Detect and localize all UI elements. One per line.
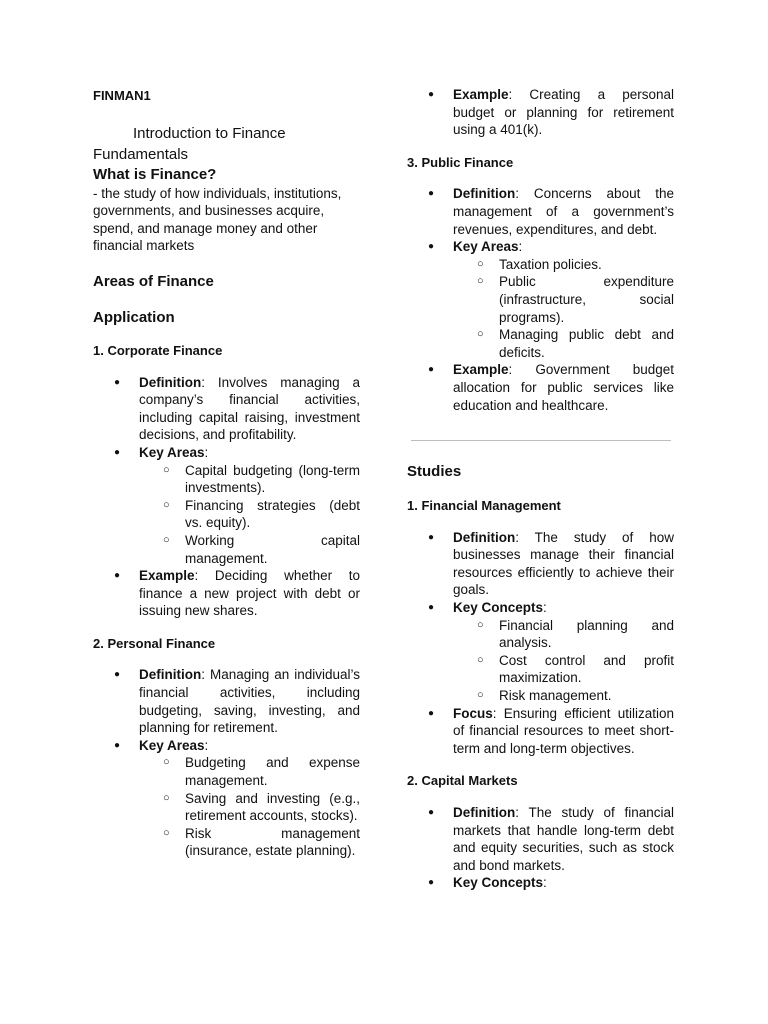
list-item: ○ Saving and investing (e.g., retirement accounts, stocks). xyxy=(93,790,360,825)
list-item: ○ Working capital management. xyxy=(93,532,360,567)
list-item: ● Key Areas: ○ Budgeting and expense management. ○ Saving and investing (e.g., retirement accounts, stocks). ○ Risk management (insurance, estate planning). xyxy=(93,737,360,860)
document-title: Introduction to Finance Fundamentals xyxy=(93,124,286,163)
list-item: ○ Cost control and profit maximization. xyxy=(407,652,674,687)
list-item: ● Example: Government budget allocation for public services like education and healthcare. xyxy=(407,361,674,414)
areas-of-finance-heading: Areas of Finance xyxy=(93,272,214,290)
application-heading: Application xyxy=(93,308,175,326)
financial-management-list xyxy=(407,529,674,758)
list-item: ● Definition: Concerns about the management of a government’s revenues, expenditures, and debt. xyxy=(407,185,674,238)
personal-finance-list xyxy=(93,666,360,860)
list-item: ● Example: Creating a personal budget or planning for retirement using a 401(k). xyxy=(407,86,674,139)
list-item: ● Key Concepts: xyxy=(407,874,674,892)
list-item: ○ Public expenditure (infrastructure, social programs). xyxy=(407,273,674,326)
list-item: ○ Taxation policies. xyxy=(407,256,674,274)
list-item: ● Definition: The study of financial markets that handle long-term debt and equity securities, such as stock and bond markets. xyxy=(407,804,674,874)
list-item: ○ Budgeting and expense management. xyxy=(93,754,360,789)
public-finance-list xyxy=(407,185,674,414)
corporate-finance-heading: 1. Corporate Finance xyxy=(93,342,223,358)
list-item: ○ Risk management. xyxy=(407,687,674,705)
list-item: ● Key Areas: ○ Capital budgeting (long-term investments). ○ Financing strategies (debt vs. equity). ○ Working capital management. xyxy=(93,444,360,567)
list-item: ○ Capital budgeting (long-term investments). xyxy=(93,462,360,497)
corporate-finance-list xyxy=(93,374,360,620)
finance-definition: - the study of how individuals, institutions, governments, and businesses acquire, spend, and manage money and other financial markets xyxy=(93,185,342,254)
list-item: ● Focus: Ensuring efficient utilization of financial resources to meet short-term and long-term objectives. xyxy=(407,705,674,758)
list-item: ● Key Areas: ○ Taxation policies. ○ Public expenditure (infrastructure, social programs). ○ Managing public debt and deficits. xyxy=(407,238,674,361)
public-finance-heading: 3. Public Finance xyxy=(407,154,514,170)
key-areas-list xyxy=(93,754,360,860)
key-areas-list xyxy=(93,462,360,568)
list-item: ○ Risk management (insurance, estate planning). xyxy=(93,825,360,860)
horizontal-divider xyxy=(411,440,671,441)
what-is-finance-heading: What is Finance? xyxy=(93,165,217,183)
list-item: ○ Managing public debt and deficits. xyxy=(407,326,674,361)
list-item: ● Definition: Involves managing a company’s financial activities, including capital raising, investment decisions, and profitability. xyxy=(93,374,360,444)
right-column xyxy=(407,86,674,892)
personal-finance-list-continued xyxy=(407,86,674,139)
financial-management-heading: 1. Financial Management xyxy=(407,498,561,514)
list-item: ● Definition: The study of how businesses manage their financial resources efficiently to achieve their goals. xyxy=(407,529,674,599)
left-column xyxy=(93,86,360,860)
key-concepts-list xyxy=(407,617,674,705)
list-item: ○ Financial planning and analysis. xyxy=(407,617,674,652)
capital-markets-list xyxy=(407,804,674,892)
list-item: ● Example: Deciding whether to finance a new project with debt or issuing new shares. xyxy=(93,567,360,620)
studies-heading: Studies xyxy=(407,463,462,481)
list-item: ○ Financing strategies (debt vs. equity). xyxy=(93,497,360,532)
key-areas-list xyxy=(407,256,674,362)
list-item: ● Definition: Managing an individual’s financial activities, including budgeting, saving, investing, and planning for retirement. xyxy=(93,666,360,736)
personal-finance-heading: 2. Personal Finance xyxy=(93,635,216,651)
list-item: ● Key Concepts: ○ Financial planning and analysis. ○ Cost control and profit maximization. ○ Risk management. xyxy=(407,599,674,705)
course-code: FINMAN1 xyxy=(93,88,151,103)
capital-markets-heading: 2. Capital Markets xyxy=(407,773,518,789)
